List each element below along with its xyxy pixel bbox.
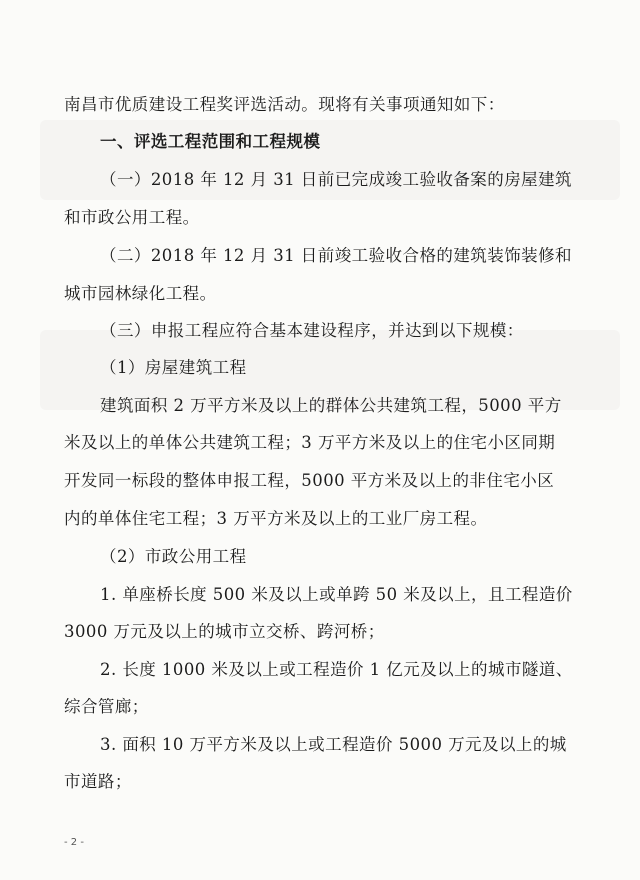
text-line: 南昌市优质建设工程奖评选活动。现将有关事项通知如下： — [64, 95, 505, 114]
text-line: 米及以上的单体公共建筑工程；3 万平方米及以上的住宅小区同期 — [64, 433, 556, 452]
text-line: （三）申报工程应符合基本建设程序，并达到以下规模： — [100, 321, 524, 340]
text-line: 3000 万元及以上的城市立交桥、跨河桥； — [64, 622, 385, 641]
page-number: - 2 - — [64, 837, 84, 848]
text-line: 建筑面积 2 万平方米及以上的群体公共建筑工程，5000 平方 — [100, 396, 562, 415]
text-line: 市道路； — [64, 772, 132, 791]
subheading: （2）市政公用工程 — [100, 547, 247, 566]
text-line: 开发同一标段的整体申报工程，5000 平方米及以上的非住宅小区 — [64, 471, 555, 490]
text-line: 和市政公用工程。 — [64, 208, 200, 227]
text-line: 综合管廊； — [64, 697, 149, 716]
text-line: 内的单体住宅工程；3 万平方米及以上的工业厂房工程。 — [64, 509, 488, 528]
text-line: 城市园林绿化工程。 — [64, 284, 217, 303]
text-line: （一）2018 年 12 月 31 日前已完成竣工验收备案的房屋建筑 — [100, 170, 573, 189]
text-line: 2. 长度 1000 米及以上或工程造价 1 亿元及以上的城市隧道、 — [100, 660, 573, 679]
section-heading: 一、评选工程范围和工程规模 — [100, 132, 321, 151]
text-line: 1. 单座桥长度 500 米及以上或单跨 50 米及以上，且工程造价 — [100, 585, 573, 604]
text-line: 3. 面积 10 万平方米及以上或工程造价 5000 万元及以上的城 — [100, 735, 567, 754]
text-line: （二）2018 年 12 月 31 日前竣工验收合格的建筑装饰装修和 — [100, 246, 573, 265]
subheading: （1）房屋建筑工程 — [100, 358, 247, 377]
